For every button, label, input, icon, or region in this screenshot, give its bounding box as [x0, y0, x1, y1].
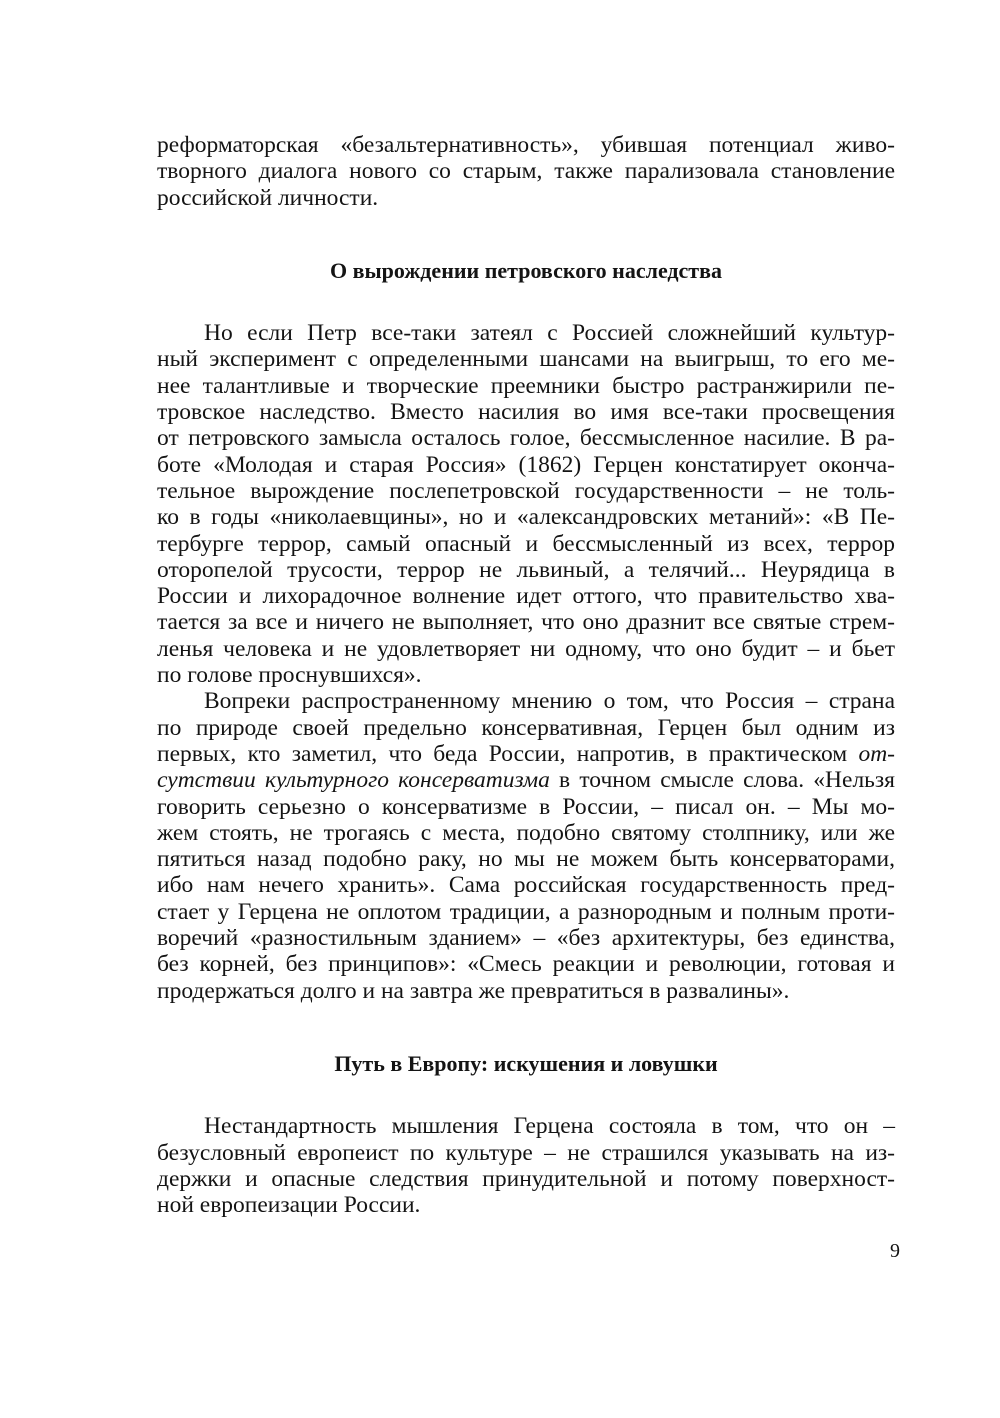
text-run: первых, кто заметил, что беда России, напротив, в практическом	[157, 740, 859, 767]
text-line: Нестандартность мышления Герцена состояла в том, что он –	[204, 1113, 895, 1140]
text-line: ленья человека и не удовлетворяет ни одному, что оно будит – и бьет	[157, 635, 895, 662]
text-line: стает у Герцена не оплотом традиции, а разнородным и полным проти-	[157, 898, 895, 925]
section2-paragraph1	[157, 1113, 895, 1218]
text-line: Вопреки распространенному мнению о том, что Россия – страна	[204, 688, 895, 715]
text-line: по природе своей предельно консервативная, Герцен был одним из	[157, 714, 895, 741]
text-line: ко в годы «николаевщины», но и «александровских метаний»: «В Пе-	[157, 504, 895, 531]
italic-run: сутствии культурного консерватизма	[157, 767, 550, 794]
text-line: держки и опасные следствия принудительной и потому поверхност-	[157, 1165, 895, 1192]
text-run: в точном смысле слова. «Нельзя	[549, 767, 895, 794]
text-line: говорить серьезно о консерватизме в России, – писал он. – Мы мо-	[157, 793, 895, 820]
italic-run: от-	[858, 740, 895, 767]
text-line: тельное вырождение послепетровской государственности – не толь-	[157, 477, 895, 504]
text-line: продержаться долго и на завтра же превратиться в развалины».	[157, 977, 790, 1004]
text-line: нее талантливые и творческие преемники быстро растранжирили пе-	[157, 372, 895, 399]
text-line: без корней, без принципов»: «Смесь реакции и революции, готовая и	[157, 951, 895, 978]
text-line: тербурге террор, самый опасный и бессмысленный из всех, террор	[157, 530, 895, 557]
text-line: оторопелой трусости, террор не львиный, а телячий... Неурядица в	[157, 556, 895, 583]
intro-paragraph	[157, 132, 895, 211]
text-line: тровское наследство. Вместо насилия во имя все-таки просвещения	[157, 399, 895, 426]
text-line: России и лихорадочное волнение идет оттого, что правительство хва-	[157, 583, 895, 610]
section-heading: Путь в Европу: искушения и ловушки	[334, 1050, 718, 1076]
text-line	[157, 767, 895, 793]
text-line: российской личности.	[157, 184, 379, 211]
text-line: ный эксперимент с определенными шансами на выигрыш, то его ме-	[157, 346, 895, 373]
text-line: Но если Петр все-таки затеял с Россией сложнейший культур-	[204, 320, 895, 347]
text-line: тается за все и ничего не выполняет, что оно дразнит все святые стрем-	[157, 609, 895, 636]
text-line	[157, 741, 895, 767]
text-line: по голове проснувшихся».	[157, 662, 422, 689]
section1-paragraph1	[157, 320, 895, 688]
text-line: от петровского замысла осталось голое, бессмысленное насилие. В ра-	[157, 425, 895, 452]
text-line: боте «Молодая и старая Россия» (1862) Герцен констатирует оконча-	[157, 451, 895, 478]
text-line: ной европеизации России.	[157, 1192, 421, 1219]
page-body	[157, 132, 895, 1218]
section1-paragraph2	[157, 688, 895, 1004]
text-line: реформаторская «безальтернативность», убившая потенциал живо-	[157, 132, 895, 158]
section-heading: О вырождении петровского наследства	[329, 257, 722, 283]
text-line: воречий «разностильным зданием» – «без архитектуры, без единства,	[157, 925, 895, 952]
text-line: ибо нам нечего хранить». Сама российская государственность пред-	[157, 872, 895, 899]
page-number: 9	[890, 1240, 900, 1262]
text-line: пятиться назад подобно раку, но мы не можем быть консерваторами,	[157, 846, 895, 873]
text-line: творного диалога нового со старым, также парализовала становление	[157, 158, 895, 185]
text-line: безусловный европеист по культуре – не страшился указывать на из-	[157, 1139, 895, 1166]
text-line: жем стоять, не трогаясь с места, подобно святому столпнику, или же	[157, 819, 895, 846]
